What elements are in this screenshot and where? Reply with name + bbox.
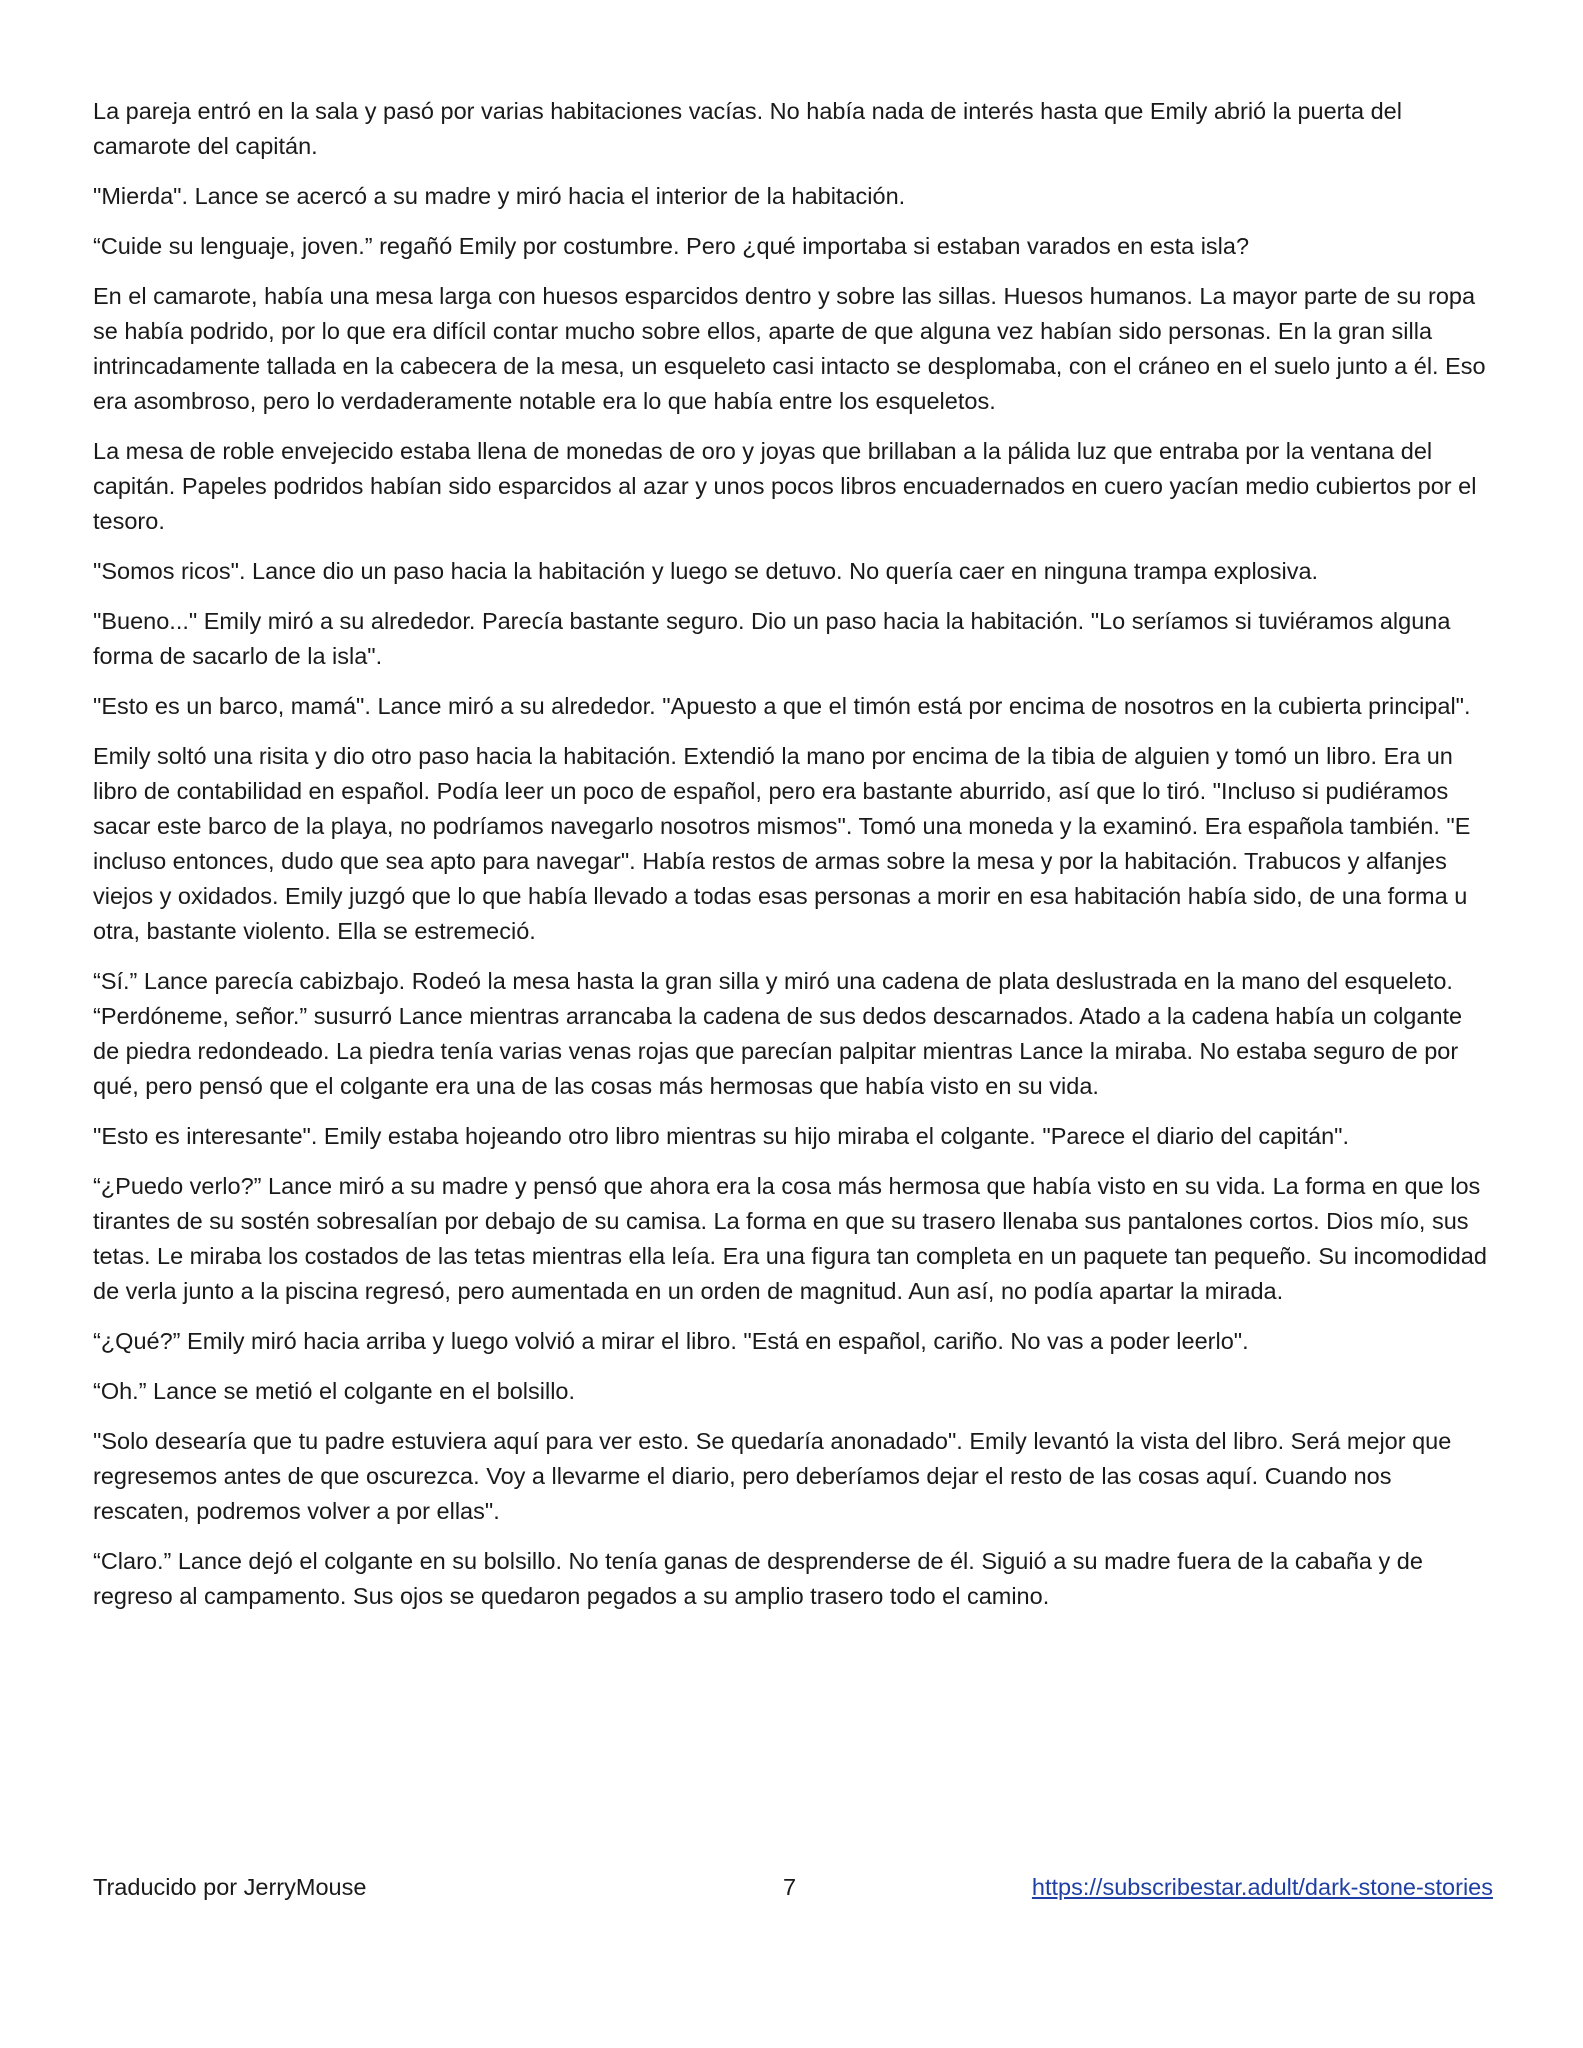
paragraph: “Cuide su lenguaje, joven.” regañó Emily por costumbre. Pero ¿qué importaba si estaban varados en esta isla? <box>93 233 1250 259</box>
paragraph: “Claro.” Lance dejó el colgante en su bolsillo. No tenía ganas de desprenderse de él. Siguió a su madre fuera de la cabaña y de regreso al campamento. Sus ojos se quedaron pegados a su amplio trasero todo el camino. <box>93 1548 1423 1609</box>
paragraph: "Mierda". Lance se acercó a su madre y miró hacia el interior de la habitación. <box>93 183 906 209</box>
paragraph: "Esto es interesante". Emily estaba hojeando otro libro mientras su hijo miraba el colgante. "Parece el diario del capitán". <box>93 1123 1350 1149</box>
translator-credit: Traducido por JerryMouse <box>93 1874 367 1900</box>
page-footer <box>93 1870 1493 1910</box>
page-number: 7 <box>783 1874 797 1900</box>
document-body <box>93 94 1493 1629</box>
paragraph: "Somos ricos". Lance dio un paso hacia la habitación y luego se detuvo. No quería caer en ninguna trampa explosiva. <box>93 558 1319 584</box>
paragraph: "Bueno..." Emily miró a su alrededor. Parecía bastante seguro. Dio un paso hacia la habitación. "Lo seríamos si tuviéramos alguna forma de sacarlo de la isla". <box>93 608 1451 669</box>
paragraph: “Sí.” Lance parecía cabizbajo. Rodeó la mesa hasta la gran silla y miró una cadena de plata deslustrada en la mano del esqueleto. “Perdóneme, señor.” susurró Lance mientras arrancaba la cadena de sus dedos descarnados. Atado a la cadena había un colgante de piedra redondeado. La piedra tenía varias venas rojas que parecían palpitar mientras Lance la miraba. No estaba seguro de por qué, pero pensó que el colgante era una de las cosas más hermosas que había visto en su vida. <box>93 968 1463 1099</box>
paragraph: “¿Puedo verlo?” Lance miró a su madre y pensó que ahora era la cosa más hermosa que había visto en su vida. La forma en que los tirantes de su sostén sobresalían por debajo de su camisa. La forma en que su trasero llenaba sus pantalones cortos. Dios mío, sus tetas. Le miraba los costados de las tetas mientras ella leía. Era una figura tan completa en un paquete tan pequeño. Su incomodidad de verla junto a la piscina regresó, pero aumentada en un orden de magnitud. Aun así, no podía apartar la mirada. <box>93 1173 1487 1304</box>
paragraph: “Oh.” Lance se metió el colgante en el bolsillo. <box>93 1378 576 1404</box>
paragraph: "Esto es un barco, mamá". Lance miró a su alrededor. "Apuesto a que el timón está por encima de nosotros en la cubierta principal". <box>93 693 1471 719</box>
paragraph: La pareja entró en la sala y pasó por varias habitaciones vacías. No había nada de interés hasta que Emily abrió la puerta del camarote del capitán. <box>93 98 1402 159</box>
subscribestar-link[interactable]: https://subscribestar.adult/dark-stone-stories <box>1031 1874 1493 1900</box>
paragraph: “¿Qué?” Emily miró hacia arriba y luego volvió a mirar el libro. "Está en español, cariño. No vas a poder leerlo". <box>93 1328 1249 1354</box>
paragraph: En el camarote, había una mesa larga con huesos esparcidos dentro y sobre las sillas. Huesos humanos. La mayor parte de su ropa se había podrido, por lo que era difícil contar mucho sobre ellos, aparte de que alguna vez habían sido personas. En la gran silla intrincadamente tallada en la cabecera de la mesa, un esqueleto casi intacto se desplomaba, con el cráneo en el suelo junto a él. Eso era asombroso, pero lo verdaderamente notable era lo que había entre los esqueletos. <box>93 283 1486 414</box>
paragraph: La mesa de roble envejecido estaba llena de monedas de oro y joyas que brillaban a la pálida luz que entraba por la ventana del capitán. Papeles podridos habían sido esparcidos al azar y unos pocos libros encuadernados en cuero yacían medio cubiertos por el tesoro. <box>93 438 1477 534</box>
paragraph: "Solo desearía que tu padre estuviera aquí para ver esto. Se quedaría anonadado". Emily levantó la vista del libro. Será mejor que regresemos antes de que oscurezca. Voy a llevarme el diario, pero deberíamos dejar el resto de las cosas aquí. Cuando nos rescaten, podremos volver a por ellas". <box>93 1428 1452 1524</box>
paragraph: Emily soltó una risita y dio otro paso hacia la habitación. Extendió la mano por encima de la tibia de alguien y tomó un libro. Era un libro de contabilidad en español. Podía leer un poco de español, pero era bastante aburrido, así que lo tiró. "Incluso si pudiéramos sacar este barco de la playa, no podríamos navegarlo nosotros mismos". Tomó una moneda y la examinó. Era española también. "E incluso entonces, dudo que sea apto para navegar". Había restos de armas sobre la mesa y por la habitación. Trabucos y alfanjes viejos y oxidados. Emily juzgó que lo que había llevado a todas esas personas a morir en esa habitación había sido, de una forma u otra, bastante violento. Ella se estremeció. <box>93 743 1471 944</box>
